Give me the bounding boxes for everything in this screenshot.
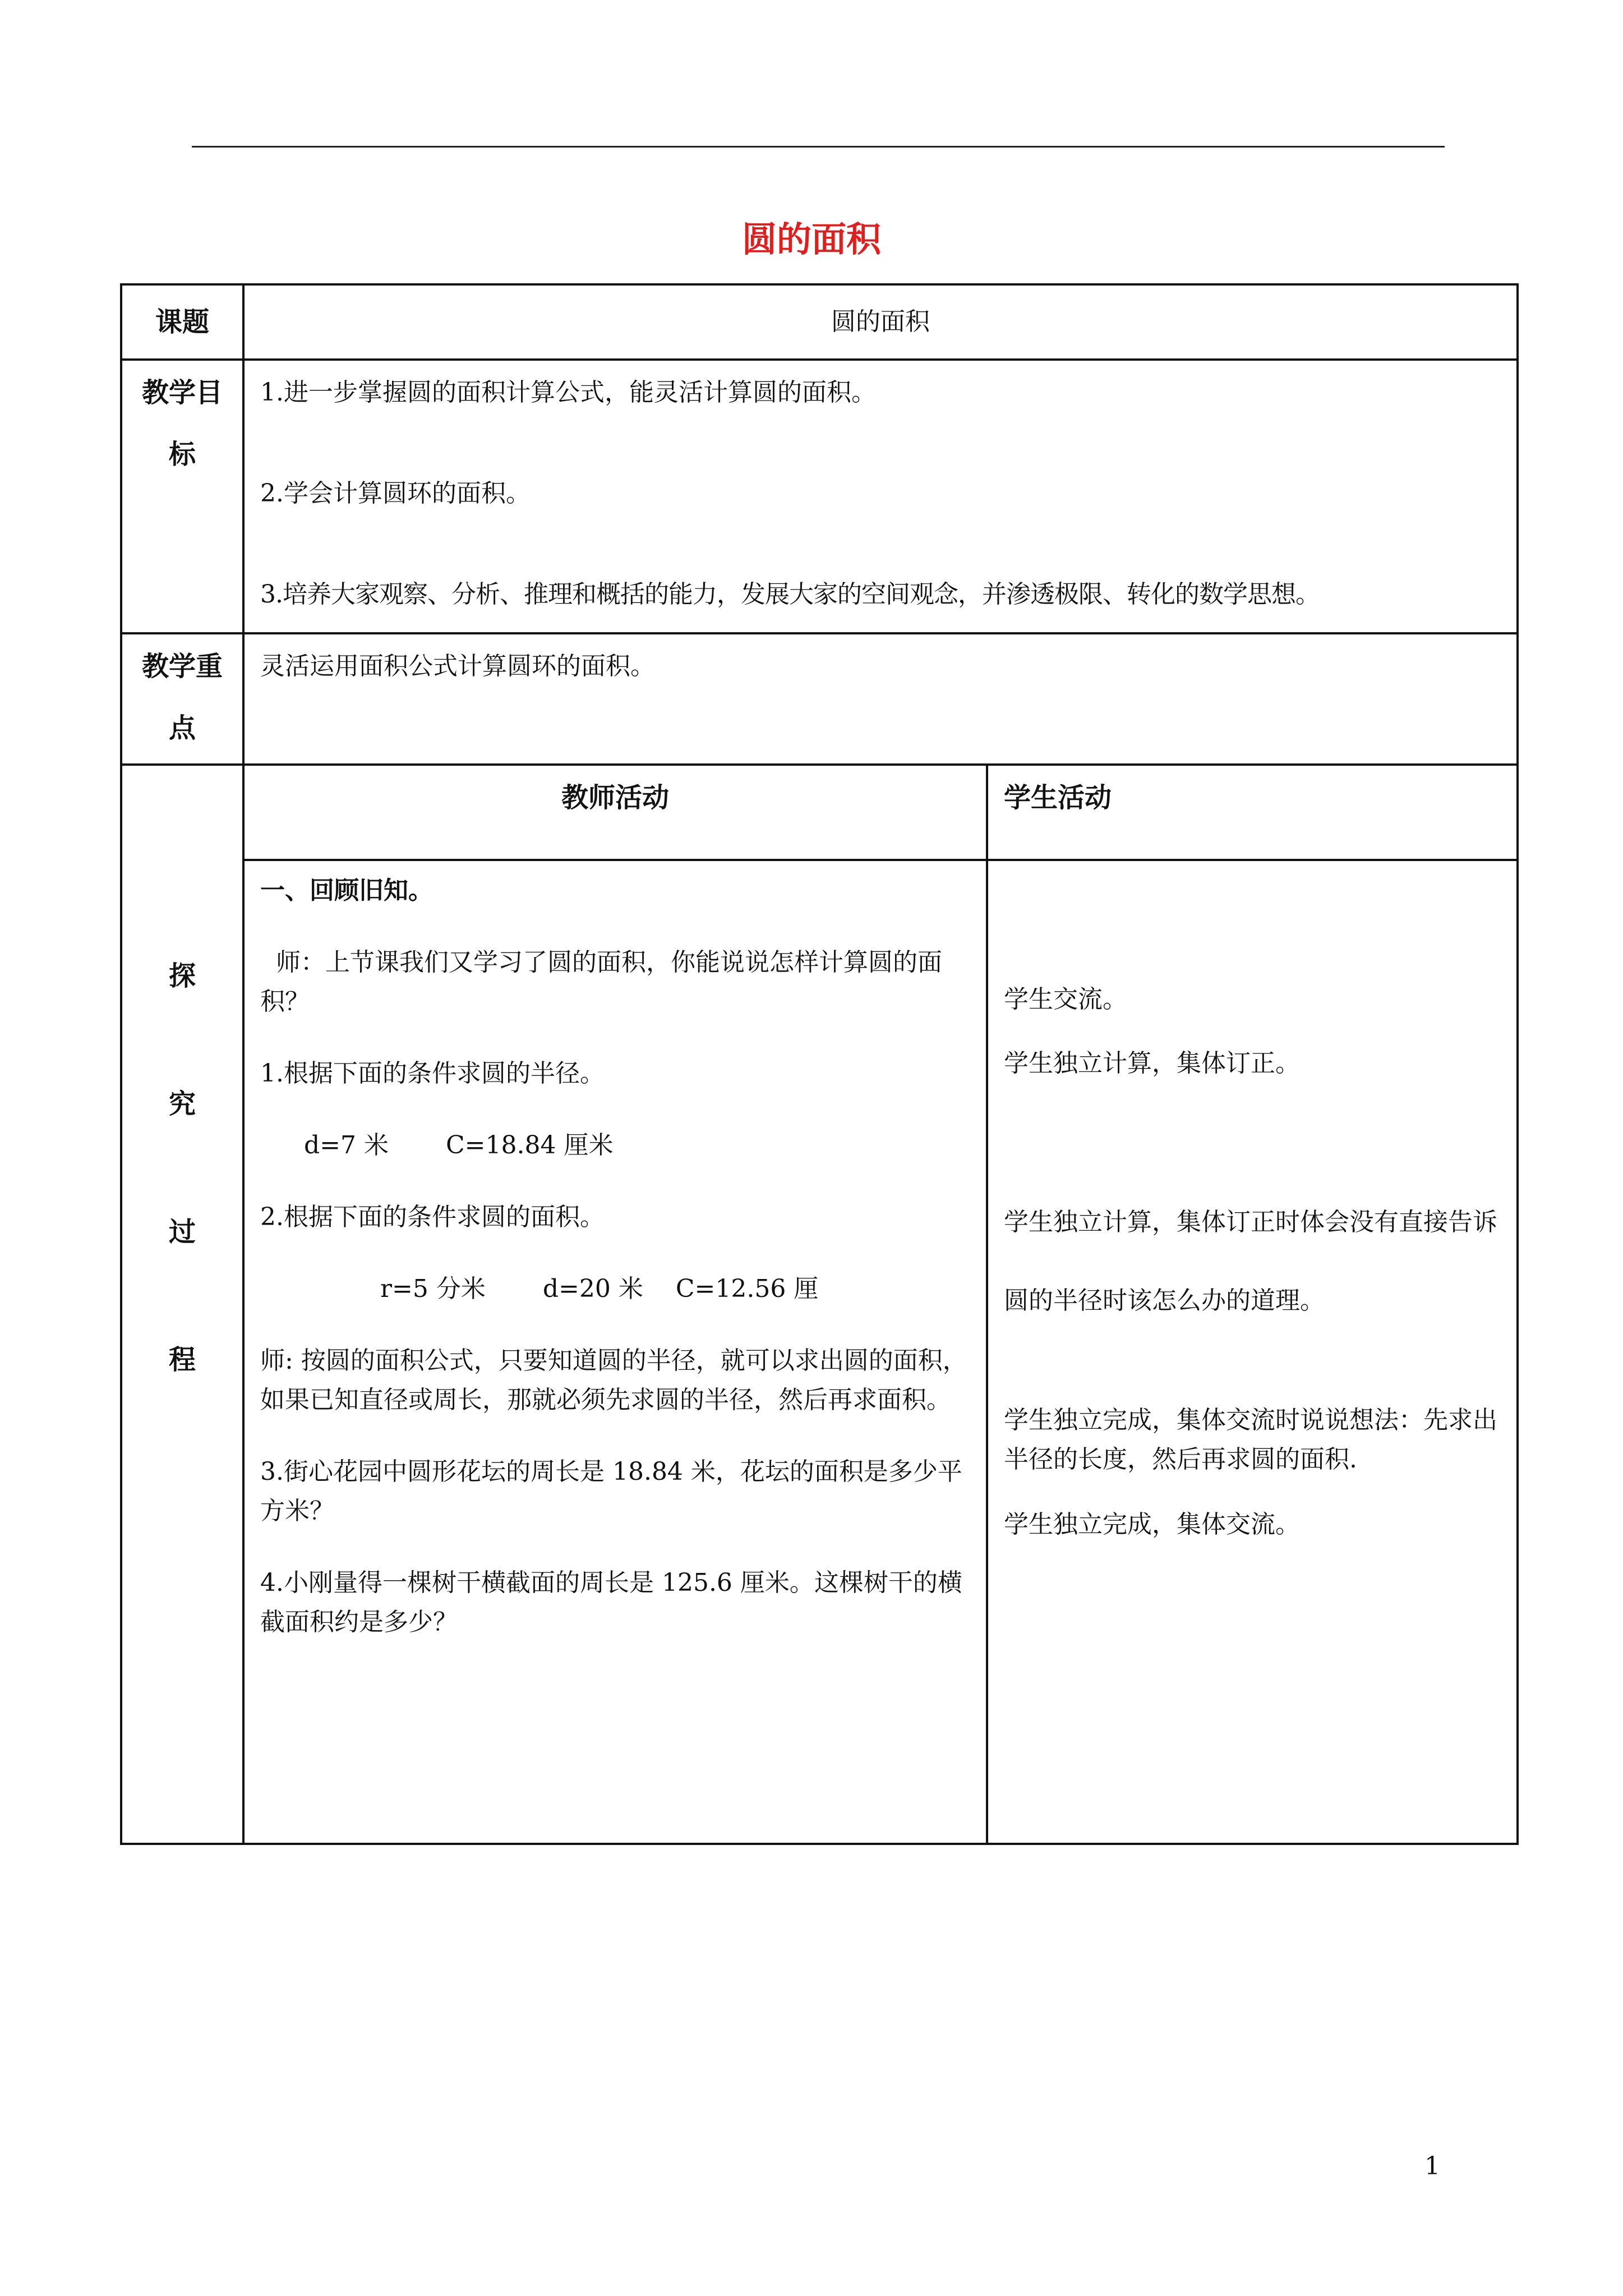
question-3: 3.街心花园中圆形花坛的周长是 18.84 米，花坛的面积是多少平方米？ (260, 1457, 962, 1525)
topic-row (121, 284, 1518, 360)
lesson-plan-table (120, 283, 1519, 1845)
section-title: 一、回顾旧知。 (260, 876, 433, 905)
process-label-char-3: 过 (168, 1216, 196, 1248)
topic-value: 圆的面积 (243, 284, 1518, 360)
process-label-char-2: 究 (168, 1088, 196, 1120)
topic-label: 课题 (121, 284, 243, 360)
page-number: 1 (1424, 2152, 1440, 2180)
student-activity-1: 学生交流。 (1004, 985, 1127, 1014)
objective-item-1: 1.进一步掌握圆的面积计算公式，能灵活计算圆的面积。 (260, 378, 876, 407)
student-activity-5: 学生独立完成，集体交流。 (1004, 1510, 1300, 1539)
objectives-content (243, 360, 1518, 633)
process-label (121, 765, 243, 1844)
student-activity-2: 学生独立计算，集体订正。 (1004, 1049, 1300, 1078)
question-1: 1.根据下面的条件求圆的半径。 (260, 1059, 605, 1088)
objectives-label-line2: 标 (168, 439, 196, 470)
key-point-label (121, 633, 243, 765)
student-activity-content (987, 860, 1518, 1844)
teacher-prompt-2: 师: 按圆的面积公式，只要知道圆的半径，就可以求出圆的面积，如果已知直径或周长，那就必须先求圆的半径，然后再求面积。 (260, 1346, 967, 1414)
question-2: 2.根据下面的条件求圆的面积。 (260, 1203, 605, 1231)
teacher-activity-content (243, 860, 987, 1844)
objective-item-2: 2.学会计算圆环的面积。 (260, 479, 531, 508)
key-point-row (121, 633, 1518, 765)
question-4: 4.小刚量得一棵树干横截面的周长是 125.6 厘米。这棵树干的横截面积约是多少？ (260, 1568, 962, 1636)
teacher-prompt-1: 师：上节课我们又学习了圆的面积，你能说说怎样计算圆的面积？ (260, 948, 942, 1016)
objectives-row (121, 360, 1518, 633)
activity-content-row (121, 860, 1518, 1844)
question-1-given: d=7 米 C=18.84 厘米 (304, 1131, 614, 1159)
key-point-value: 灵活运用面积公式计算圆环的面积。 (243, 633, 1518, 765)
process-label-char-1: 探 (168, 960, 196, 992)
document-title: 圆的面积 (741, 219, 881, 260)
key-point-label-line2: 点 (168, 712, 196, 744)
objectives-label (121, 360, 243, 633)
teacher-activity-header: 教师活动 (243, 765, 987, 860)
student-activity-3: 学生独立计算，集体订正时体会没有直接告诉圆的半径时该怎么办的道理。 (1004, 1208, 1497, 1315)
student-activity-header: 学生活动 (987, 765, 1518, 860)
question-2-given: r=5 分米 d=20 米 C=12.56 厘 (380, 1274, 819, 1303)
process-label-char-4: 程 (168, 1344, 196, 1375)
objective-item-3: 3.培养大家观察、分析、推理和概括的能力，发展大家的空间观念，并渗透极限、转化的数学思想。 (260, 580, 1320, 609)
student-activity-4: 学生独立完成，集体交流时说说想法：先求出半径的长度，然后再求圆的面积. (1004, 1406, 1497, 1474)
objectives-label-line1: 教学目 (141, 377, 223, 408)
header-rule (192, 146, 1445, 148)
key-point-label-line1: 教学重 (141, 651, 223, 682)
activity-header-row (121, 765, 1518, 860)
